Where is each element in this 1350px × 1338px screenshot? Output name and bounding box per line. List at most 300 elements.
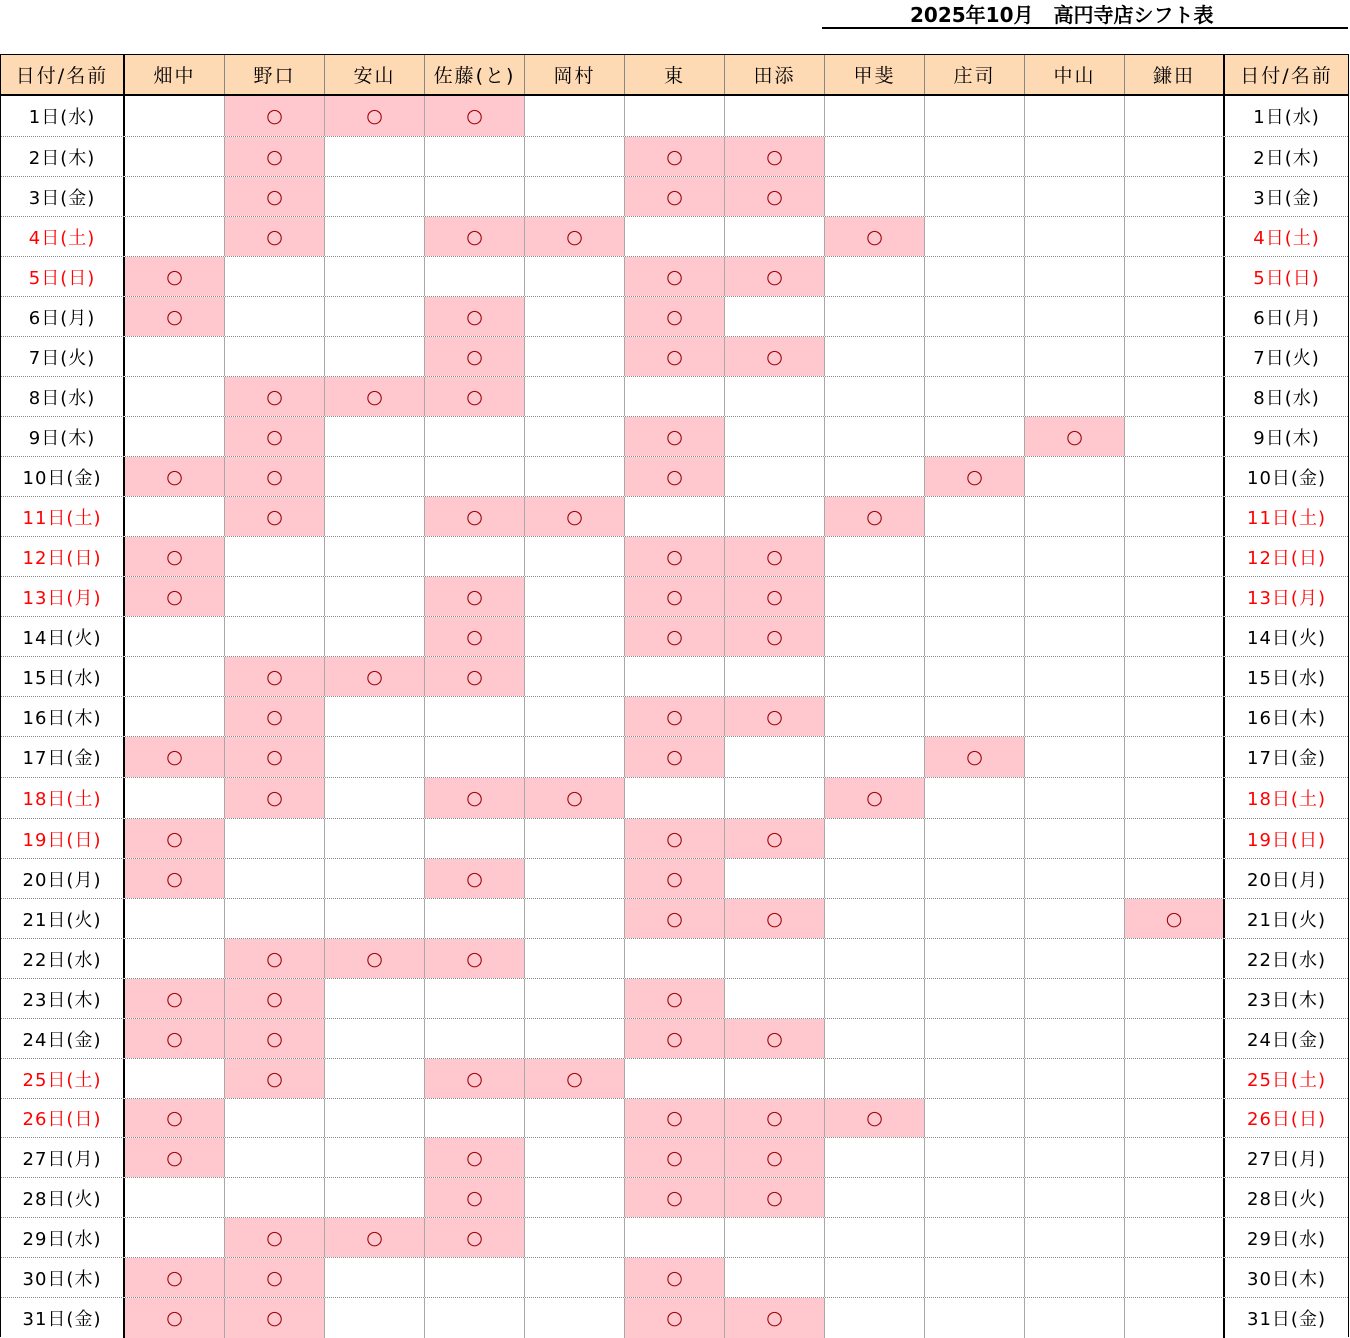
shift-cell[interactable] <box>625 819 725 858</box>
shift-cell[interactable] <box>525 657 625 696</box>
shift-cell[interactable] <box>1125 737 1225 777</box>
date-cell[interactable]: 27日(月) <box>1 1138 125 1177</box>
shift-cell[interactable] <box>725 457 825 496</box>
shift-cell[interactable] <box>1125 617 1225 656</box>
shift-cell[interactable] <box>425 297 525 336</box>
shift-cell[interactable] <box>825 96 925 136</box>
shift-cell[interactable] <box>725 1298 825 1338</box>
shift-cell[interactable] <box>425 737 525 777</box>
shift-cell[interactable] <box>825 1019 925 1058</box>
shift-cell[interactable] <box>925 497 1025 536</box>
shift-cell[interactable] <box>325 377 425 416</box>
shift-cell[interactable] <box>625 657 725 696</box>
shift-cell[interactable] <box>1025 1099 1125 1137</box>
shift-cell[interactable] <box>125 939 225 978</box>
shift-cell[interactable] <box>125 1138 225 1177</box>
date-cell-right[interactable]: 19日(日) <box>1247 829 1326 851</box>
date-cell[interactable]: 20日(月) <box>1 859 125 898</box>
shift-cell[interactable] <box>725 337 825 376</box>
shift-cell[interactable] <box>1125 177 1225 216</box>
shift-cell[interactable] <box>225 457 325 496</box>
shift-cell[interactable] <box>925 457 1025 496</box>
shift-cell[interactable] <box>525 457 625 496</box>
shift-cell[interactable] <box>125 537 225 576</box>
shift-cell[interactable] <box>1125 1138 1225 1177</box>
date-cell[interactable]: 26日(日) <box>1 1099 125 1137</box>
shift-cell[interactable] <box>825 899 925 938</box>
shift-cell[interactable] <box>125 297 225 336</box>
date-cell[interactable]: 25日(土) <box>1 1059 125 1098</box>
date-cell[interactable]: 23日(木) <box>1 979 125 1018</box>
shift-cell[interactable] <box>425 457 525 496</box>
shift-cell[interactable] <box>125 1178 225 1217</box>
shift-cell[interactable] <box>525 537 625 576</box>
shift-cell[interactable] <box>125 497 225 536</box>
shift-cell[interactable] <box>1125 377 1225 416</box>
shift-cell[interactable] <box>125 217 225 256</box>
date-cell-right[interactable]: 21日(火) <box>1247 909 1326 931</box>
shift-cell[interactable] <box>625 377 725 416</box>
date-cell-right[interactable]: 11日(土) <box>1247 507 1326 529</box>
date-cell[interactable]: 2日(木) <box>1 137 125 176</box>
date-cell-right[interactable]: 2日(木) <box>1253 147 1320 169</box>
date-cell[interactable]: 29日(水) <box>1 1218 125 1257</box>
date-cell-right[interactable]: 25日(土) <box>1247 1069 1326 1091</box>
date-cell-right[interactable]: 10日(金) <box>1247 467 1326 489</box>
shift-cell[interactable] <box>725 617 825 656</box>
shift-cell[interactable] <box>125 177 225 216</box>
shift-cell[interactable] <box>525 697 625 736</box>
shift-cell[interactable] <box>525 257 625 296</box>
shift-cell[interactable] <box>425 697 525 736</box>
shift-cell[interactable] <box>925 217 1025 256</box>
shift-cell[interactable] <box>325 417 425 456</box>
shift-cell[interactable] <box>825 377 925 416</box>
shift-cell[interactable] <box>425 1099 525 1137</box>
shift-cell[interactable] <box>325 1059 425 1098</box>
shift-cell[interactable] <box>1025 617 1125 656</box>
shift-cell[interactable] <box>825 1138 925 1177</box>
shift-cell[interactable] <box>525 377 625 416</box>
shift-cell[interactable] <box>325 1138 425 1177</box>
shift-cell[interactable] <box>425 497 525 536</box>
shift-cell[interactable] <box>1125 1218 1225 1257</box>
date-cell-right[interactable]: 27日(月) <box>1247 1148 1326 1170</box>
shift-cell[interactable] <box>825 177 925 216</box>
shift-cell[interactable] <box>625 257 725 296</box>
shift-cell[interactable] <box>125 457 225 496</box>
shift-cell[interactable] <box>1125 979 1225 1018</box>
shift-cell[interactable] <box>1025 737 1125 777</box>
shift-cell[interactable] <box>925 1059 1025 1098</box>
shift-cell[interactable] <box>225 417 325 456</box>
date-cell-right[interactable]: 23日(木) <box>1247 989 1326 1011</box>
date-cell[interactable]: 9日(木) <box>1 417 125 456</box>
shift-cell[interactable] <box>1025 457 1125 496</box>
shift-cell[interactable] <box>225 1258 325 1297</box>
shift-cell[interactable] <box>525 137 625 176</box>
date-cell[interactable]: 18日(土) <box>1 778 125 818</box>
shift-cell[interactable] <box>825 137 925 176</box>
shift-cell[interactable] <box>425 778 525 818</box>
shift-cell[interactable] <box>225 657 325 696</box>
shift-cell[interactable] <box>525 177 625 216</box>
shift-cell[interactable] <box>225 257 325 296</box>
shift-cell[interactable] <box>325 697 425 736</box>
shift-cell[interactable] <box>1025 1298 1125 1338</box>
shift-cell[interactable] <box>425 1258 525 1297</box>
shift-cell[interactable] <box>325 1099 425 1137</box>
shift-cell[interactable] <box>725 537 825 576</box>
shift-cell[interactable] <box>125 1258 225 1297</box>
shift-cell[interactable] <box>125 1099 225 1137</box>
date-cell[interactable]: 17日(金) <box>1 737 125 777</box>
shift-cell[interactable] <box>825 497 925 536</box>
shift-cell[interactable] <box>525 417 625 456</box>
shift-cell[interactable] <box>1125 417 1225 456</box>
shift-cell[interactable] <box>925 96 1025 136</box>
header-staff-name[interactable]: 畑中 <box>125 55 225 94</box>
shift-cell[interactable] <box>125 697 225 736</box>
shift-cell[interactable] <box>925 778 1025 818</box>
shift-cell[interactable] <box>325 859 425 898</box>
shift-cell[interactable] <box>825 1218 925 1257</box>
shift-cell[interactable] <box>525 297 625 336</box>
shift-cell[interactable] <box>925 337 1025 376</box>
shift-cell[interactable] <box>925 297 1025 336</box>
shift-cell[interactable] <box>1025 497 1125 536</box>
shift-cell[interactable] <box>825 217 925 256</box>
date-cell-right[interactable]: 8日(水) <box>1253 387 1320 409</box>
shift-cell[interactable] <box>725 417 825 456</box>
shift-cell[interactable] <box>725 819 825 858</box>
shift-cell[interactable] <box>825 457 925 496</box>
shift-cell[interactable] <box>425 617 525 656</box>
date-cell[interactable]: 22日(水) <box>1 939 125 978</box>
shift-cell[interactable] <box>125 96 225 136</box>
date-cell[interactable]: 11日(土) <box>1 497 125 536</box>
shift-cell[interactable] <box>825 697 925 736</box>
shift-cell[interactable] <box>325 657 425 696</box>
shift-cell[interactable] <box>625 899 725 938</box>
shift-cell[interactable] <box>125 657 225 696</box>
shift-cell[interactable] <box>325 979 425 1018</box>
shift-cell[interactable] <box>525 577 625 616</box>
shift-cell[interactable] <box>125 979 225 1018</box>
shift-cell[interactable] <box>1125 1178 1225 1217</box>
shift-cell[interactable] <box>725 137 825 176</box>
shift-cell[interactable] <box>1125 1059 1225 1098</box>
date-cell[interactable]: 3日(金) <box>1 177 125 216</box>
shift-cell[interactable] <box>825 1099 925 1137</box>
shift-cell[interactable] <box>225 1138 325 1177</box>
date-cell-right[interactable]: 18日(土) <box>1247 789 1326 810</box>
shift-cell[interactable] <box>425 1218 525 1257</box>
shift-cell[interactable] <box>1125 819 1225 858</box>
shift-cell[interactable] <box>325 297 425 336</box>
shift-cell[interactable] <box>1025 657 1125 696</box>
shift-cell[interactable] <box>525 497 625 536</box>
date-cell-right[interactable]: 12日(日) <box>1247 547 1326 569</box>
shift-cell[interactable] <box>625 1258 725 1297</box>
shift-cell[interactable] <box>1025 1218 1125 1257</box>
shift-cell[interactable] <box>925 737 1025 777</box>
shift-cell[interactable] <box>825 257 925 296</box>
date-cell[interactable]: 1日(水) <box>1 96 125 136</box>
shift-cell[interactable] <box>225 859 325 898</box>
shift-cell[interactable] <box>1125 297 1225 336</box>
shift-cell[interactable] <box>825 819 925 858</box>
shift-cell[interactable] <box>325 939 425 978</box>
shift-cell[interactable] <box>1025 819 1125 858</box>
shift-cell[interactable] <box>1025 1178 1125 1217</box>
shift-cell[interactable] <box>125 859 225 898</box>
header-staff-name[interactable]: 中山 <box>1025 55 1125 94</box>
shift-cell[interactable] <box>1025 899 1125 938</box>
shift-cell[interactable] <box>725 979 825 1018</box>
shift-cell[interactable] <box>825 778 925 818</box>
shift-cell[interactable] <box>325 457 425 496</box>
shift-cell[interactable] <box>725 737 825 777</box>
shift-cell[interactable] <box>1025 939 1125 978</box>
shift-cell[interactable] <box>725 697 825 736</box>
date-cell-right[interactable]: 31日(金) <box>1247 1309 1326 1330</box>
shift-cell[interactable] <box>1025 417 1125 456</box>
shift-cell[interactable] <box>425 137 525 176</box>
date-cell-right[interactable]: 3日(金) <box>1253 187 1320 209</box>
shift-cell[interactable] <box>825 537 925 576</box>
shift-cell[interactable] <box>925 137 1025 176</box>
shift-cell[interactable] <box>925 979 1025 1018</box>
shift-cell[interactable] <box>825 577 925 616</box>
shift-cell[interactable] <box>1125 778 1225 818</box>
shift-cell[interactable] <box>1125 1019 1225 1058</box>
shift-cell[interactable] <box>625 737 725 777</box>
shift-cell[interactable] <box>1125 497 1225 536</box>
shift-cell[interactable] <box>1025 377 1125 416</box>
header-staff-name[interactable]: 鎌田 <box>1125 55 1225 94</box>
shift-cell[interactable] <box>825 417 925 456</box>
shift-cell[interactable] <box>925 617 1025 656</box>
shift-cell[interactable] <box>225 778 325 818</box>
date-cell-right[interactable]: 14日(火) <box>1247 627 1326 649</box>
shift-cell[interactable] <box>625 1019 725 1058</box>
header-date-label[interactable]: 日付/名前 <box>1 55 125 94</box>
shift-cell[interactable] <box>925 577 1025 616</box>
shift-cell[interactable] <box>1125 257 1225 296</box>
shift-cell[interactable] <box>625 217 725 256</box>
shift-cell[interactable] <box>425 217 525 256</box>
shift-cell[interactable] <box>925 1298 1025 1338</box>
shift-cell[interactable] <box>325 137 425 176</box>
shift-cell[interactable] <box>1125 137 1225 176</box>
date-cell[interactable]: 10日(金) <box>1 457 125 496</box>
shift-cell[interactable] <box>1025 257 1125 296</box>
shift-cell[interactable] <box>725 577 825 616</box>
shift-cell[interactable] <box>425 337 525 376</box>
shift-cell[interactable] <box>225 537 325 576</box>
shift-cell[interactable] <box>525 979 625 1018</box>
shift-cell[interactable] <box>825 337 925 376</box>
shift-cell[interactable] <box>825 657 925 696</box>
shift-cell[interactable] <box>925 417 1025 456</box>
shift-cell[interactable] <box>725 177 825 216</box>
shift-cell[interactable] <box>525 1138 625 1177</box>
date-cell-right[interactable]: 26日(日) <box>1247 1109 1326 1130</box>
shift-cell[interactable] <box>125 417 225 456</box>
shift-cell[interactable] <box>225 377 325 416</box>
date-cell[interactable]: 15日(水) <box>1 657 125 696</box>
date-cell-right[interactable]: 7日(火) <box>1253 347 1320 369</box>
header-date-label-right[interactable]: 日付/名前 <box>1240 65 1333 87</box>
shift-cell[interactable] <box>1025 577 1125 616</box>
shift-cell[interactable] <box>1025 1059 1125 1098</box>
shift-cell[interactable] <box>1125 939 1225 978</box>
shift-cell[interactable] <box>1025 1258 1125 1297</box>
shift-cell[interactable] <box>125 137 225 176</box>
shift-cell[interactable] <box>525 1218 625 1257</box>
shift-cell[interactable] <box>425 257 525 296</box>
shift-cell[interactable] <box>1025 1138 1125 1177</box>
header-staff-name[interactable]: 安山 <box>325 55 425 94</box>
date-cell[interactable]: 6日(月) <box>1 297 125 336</box>
shift-cell[interactable] <box>125 257 225 296</box>
shift-cell[interactable] <box>625 137 725 176</box>
shift-cell[interactable] <box>125 617 225 656</box>
shift-cell[interactable] <box>825 1298 925 1338</box>
shift-cell[interactable] <box>625 577 725 616</box>
shift-cell[interactable] <box>425 1019 525 1058</box>
shift-cell[interactable] <box>225 337 325 376</box>
shift-cell[interactable] <box>925 939 1025 978</box>
shift-cell[interactable] <box>825 297 925 336</box>
shift-cell[interactable] <box>525 819 625 858</box>
date-cell-right[interactable]: 16日(木) <box>1247 707 1326 729</box>
header-staff-name[interactable]: 野口 <box>225 55 325 94</box>
shift-cell[interactable] <box>125 819 225 858</box>
shift-cell[interactable] <box>1025 979 1125 1018</box>
header-staff-name[interactable]: 東 <box>625 55 725 94</box>
shift-cell[interactable] <box>525 1258 625 1297</box>
shift-cell[interactable] <box>625 417 725 456</box>
shift-cell[interactable] <box>725 1059 825 1098</box>
shift-cell[interactable] <box>225 697 325 736</box>
shift-cell[interactable] <box>925 819 1025 858</box>
shift-cell[interactable] <box>925 697 1025 736</box>
shift-cell[interactable] <box>1125 96 1225 136</box>
shift-cell[interactable] <box>725 1218 825 1257</box>
shift-cell[interactable] <box>925 537 1025 576</box>
shift-cell[interactable] <box>225 177 325 216</box>
shift-cell[interactable] <box>325 1298 425 1338</box>
date-cell[interactable]: 7日(火) <box>1 337 125 376</box>
shift-cell[interactable] <box>525 939 625 978</box>
shift-cell[interactable] <box>425 177 525 216</box>
shift-cell[interactable] <box>925 377 1025 416</box>
shift-cell[interactable] <box>725 497 825 536</box>
shift-cell[interactable] <box>225 899 325 938</box>
shift-cell[interactable] <box>525 859 625 898</box>
shift-cell[interactable] <box>725 1099 825 1137</box>
date-cell[interactable]: 31日(金) <box>1 1298 125 1338</box>
shift-cell[interactable] <box>125 1218 225 1257</box>
shift-cell[interactable] <box>725 377 825 416</box>
shift-cell[interactable] <box>125 337 225 376</box>
date-cell-right[interactable]: 29日(水) <box>1247 1228 1326 1250</box>
shift-cell[interactable] <box>425 417 525 456</box>
shift-cell[interactable] <box>725 1258 825 1297</box>
shift-cell[interactable] <box>925 1138 1025 1177</box>
shift-cell[interactable] <box>925 859 1025 898</box>
date-cell-right[interactable]: 5日(日) <box>1253 267 1320 289</box>
shift-cell[interactable] <box>1125 537 1225 576</box>
shift-cell[interactable] <box>225 1059 325 1098</box>
shift-cell[interactable] <box>925 1258 1025 1297</box>
shift-cell[interactable] <box>325 1258 425 1297</box>
shift-cell[interactable] <box>1125 899 1225 938</box>
shift-cell[interactable] <box>425 657 525 696</box>
shift-cell[interactable] <box>825 617 925 656</box>
shift-cell[interactable] <box>825 939 925 978</box>
date-cell[interactable]: 4日(土) <box>1 217 125 256</box>
shift-cell[interactable] <box>1125 1298 1225 1338</box>
shift-cell[interactable] <box>825 737 925 777</box>
shift-cell[interactable] <box>425 939 525 978</box>
shift-cell[interactable] <box>325 819 425 858</box>
shift-cell[interactable] <box>1025 177 1125 216</box>
shift-cell[interactable] <box>425 1298 525 1338</box>
shift-cell[interactable] <box>725 859 825 898</box>
shift-cell[interactable] <box>425 1138 525 1177</box>
date-cell[interactable]: 12日(日) <box>1 537 125 576</box>
shift-cell[interactable] <box>525 1298 625 1338</box>
header-staff-name[interactable]: 甲斐 <box>825 55 925 94</box>
shift-cell[interactable] <box>925 1178 1025 1217</box>
date-cell-right[interactable]: 15日(水) <box>1247 667 1326 689</box>
shift-cell[interactable] <box>825 859 925 898</box>
shift-cell[interactable] <box>625 457 725 496</box>
shift-cell[interactable] <box>725 96 825 136</box>
shift-cell[interactable] <box>625 537 725 576</box>
shift-cell[interactable] <box>1025 217 1125 256</box>
shift-cell[interactable] <box>525 617 625 656</box>
date-cell[interactable]: 14日(火) <box>1 617 125 656</box>
shift-cell[interactable] <box>325 497 425 536</box>
header-staff-name[interactable]: 田添 <box>725 55 825 94</box>
shift-cell[interactable] <box>725 1138 825 1177</box>
shift-cell[interactable] <box>925 1019 1025 1058</box>
shift-cell[interactable] <box>125 377 225 416</box>
shift-cell[interactable] <box>425 537 525 576</box>
shift-cell[interactable] <box>725 939 825 978</box>
shift-cell[interactable] <box>625 177 725 216</box>
shift-cell[interactable] <box>1125 657 1225 696</box>
shift-cell[interactable] <box>225 1019 325 1058</box>
shift-cell[interactable] <box>225 737 325 777</box>
shift-cell[interactable] <box>525 96 625 136</box>
shift-cell[interactable] <box>225 617 325 656</box>
shift-cell[interactable] <box>525 1059 625 1098</box>
shift-cell[interactable] <box>1125 457 1225 496</box>
shift-cell[interactable] <box>625 859 725 898</box>
shift-cell[interactable] <box>1025 337 1125 376</box>
shift-cell[interactable] <box>425 819 525 858</box>
date-cell-right[interactable]: 9日(木) <box>1253 427 1320 449</box>
shift-cell[interactable] <box>125 1059 225 1098</box>
shift-cell[interactable] <box>425 1059 525 1098</box>
shift-cell[interactable] <box>825 1178 925 1217</box>
date-cell-right[interactable]: 30日(木) <box>1247 1268 1326 1290</box>
